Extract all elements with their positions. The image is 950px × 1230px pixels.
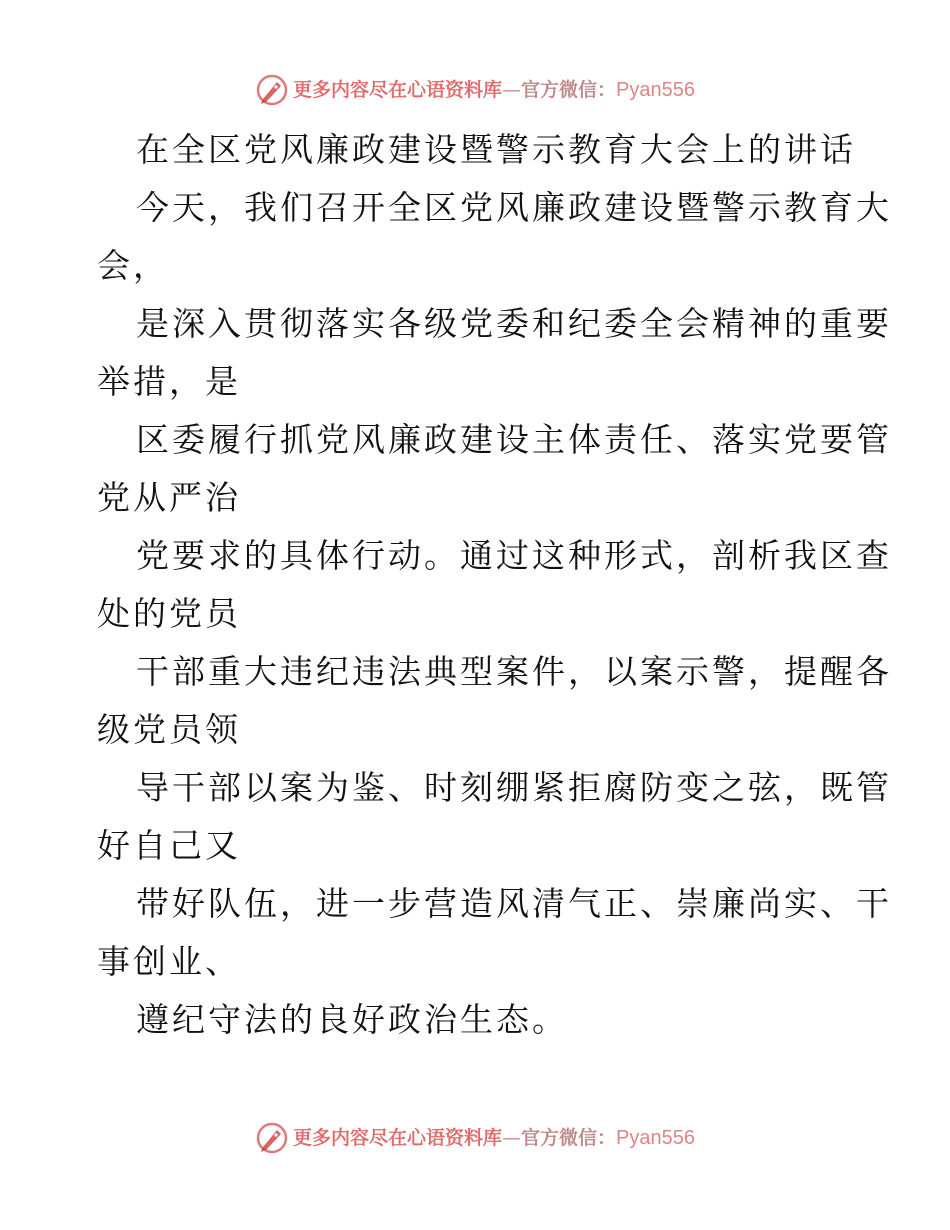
text-line: 好自己又 (97, 825, 241, 865)
watermark-wechat-label: 官方微信： (521, 79, 617, 101)
watermark-wechat-handle: Pyan556 (616, 79, 695, 101)
document-body (97, 118, 892, 1046)
watermark-text (293, 80, 695, 100)
text-line: 会， (97, 245, 169, 285)
text-line: 是深入贯彻落实各级党委和纪委全会精神的重要 (136, 303, 892, 343)
text-line: 带好队伍，进一步营造风清气正、崇廉尚实、干 (136, 883, 892, 923)
pen-nib-logo-icon (255, 1121, 289, 1155)
text-line: 导干部以案为鉴、时刻绷紧拒腐防变之弦，既管 (136, 767, 892, 807)
watermark-wechat-label: 官方微信： (521, 1127, 617, 1149)
text-line: 遵纪守法的良好政治生态。 (136, 999, 568, 1039)
header-watermark (0, 70, 950, 110)
text-line: 级党员领 (97, 709, 241, 749)
footer-watermark (0, 1118, 950, 1158)
watermark-wechat-handle: Pyan556 (616, 1127, 695, 1149)
watermark-main-text: 更多内容尽在心语资料库 (293, 1127, 503, 1149)
watermark-dash: — (502, 1127, 522, 1149)
text-line: 处的党员 (97, 593, 241, 633)
text-line: 事创业、 (97, 941, 241, 981)
text-line: 区委履行抓党风廉政建设主体责任、落实党要管 (136, 419, 892, 459)
text-line: 党从严治 (97, 477, 241, 517)
speech-title: 在全区党风廉政建设暨警示教育大会上的讲话 (136, 129, 856, 169)
watermark-text (293, 1128, 695, 1148)
text-line: 党要求的具体行动。通过这种形式，剖析我区查 (136, 535, 892, 575)
text-line: 干部重大违纪违法典型案件，以案示警，提醒各 (136, 651, 892, 691)
text-line: 举措，是 (97, 361, 241, 401)
watermark-dash: — (502, 79, 522, 101)
watermark-main-text: 更多内容尽在心语资料库 (293, 79, 503, 101)
pen-nib-logo-icon (255, 73, 289, 107)
text-line: 今天，我们召开全区党风廉政建设暨警示教育大 (136, 187, 892, 227)
